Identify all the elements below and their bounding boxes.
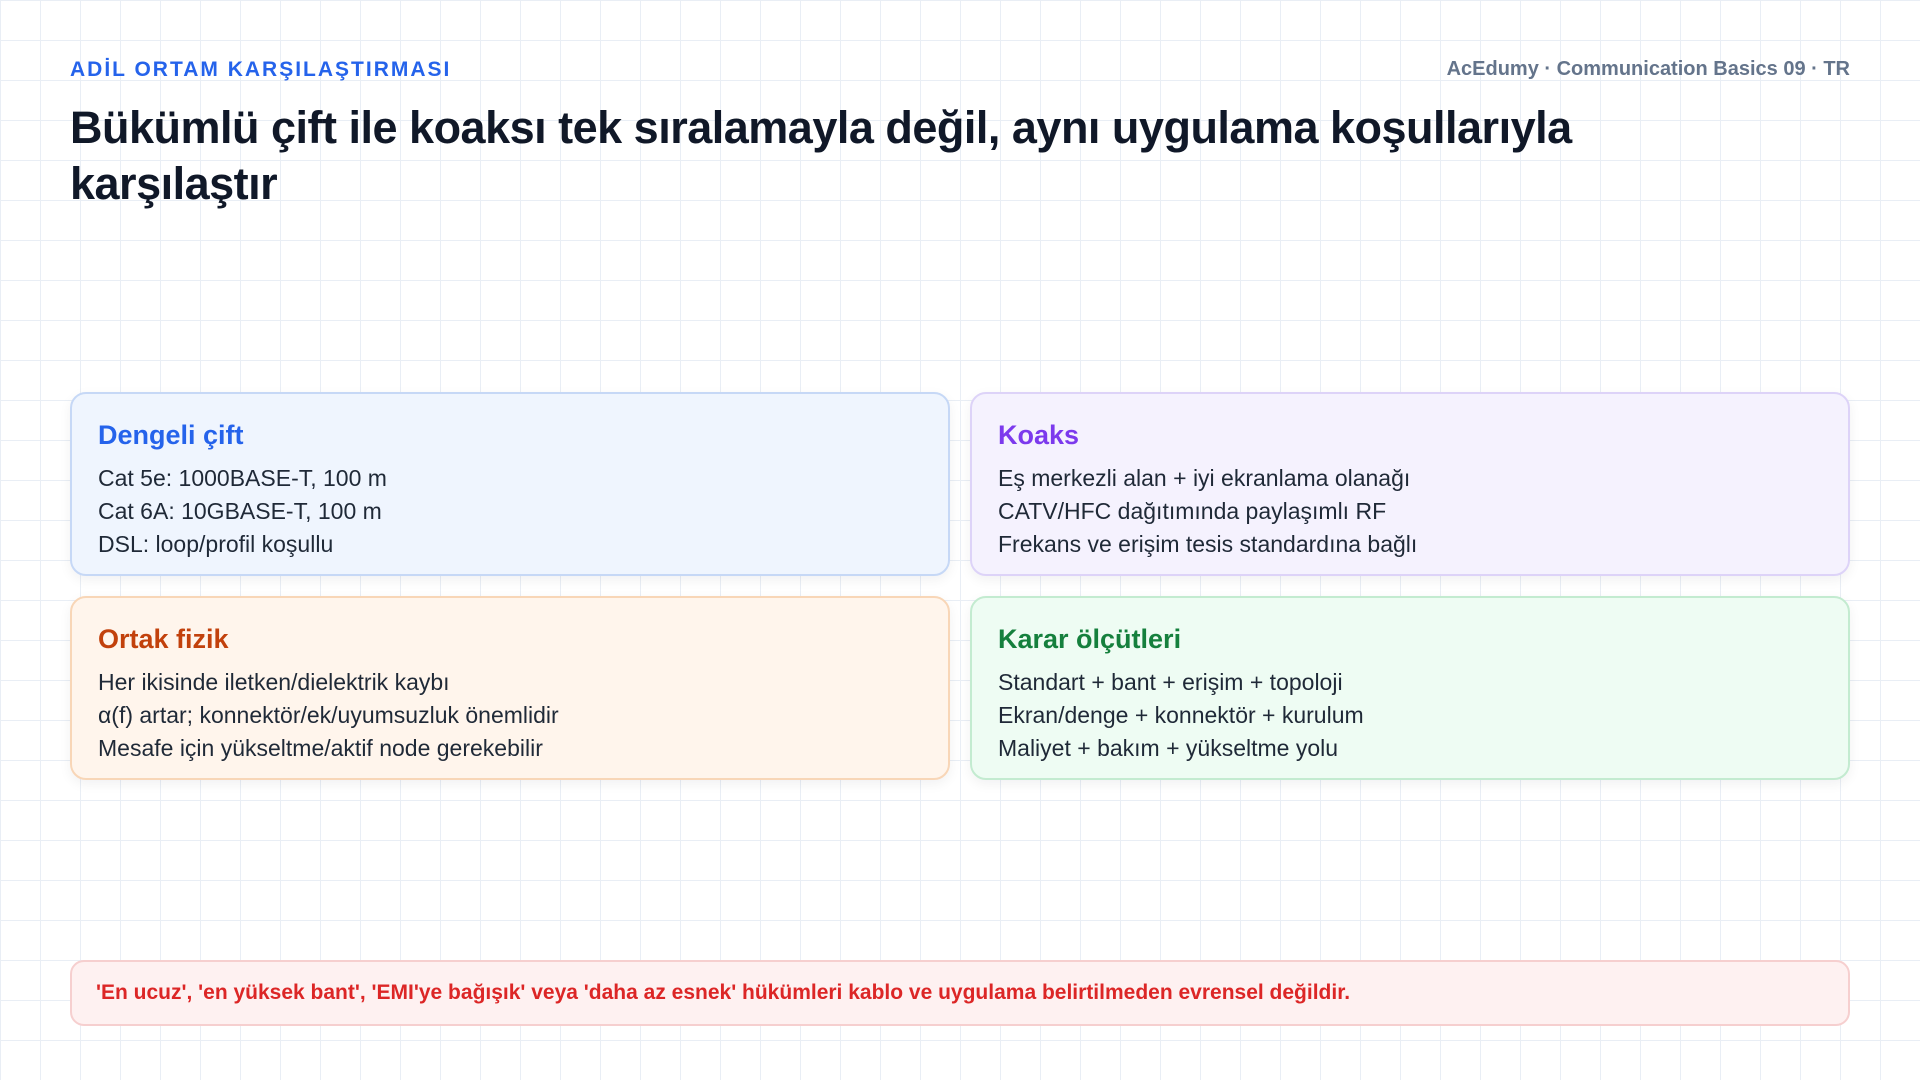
card-line: α(f) artar; konnektör/ek/uyumsuzluk önemlidir [98, 702, 559, 728]
page-title: Bükümlü çift ile koaksı tek sıralamayla değil, aynı uygulama koşullarıyla karşılaştır [70, 102, 1572, 209]
card-line: Eş merkezli alan + iyi ekranlama olanağı [998, 465, 1411, 491]
section-kicker: ADİL ORTAM KARŞILAŞTIRMASI [70, 58, 452, 81]
card-title: Ortak fizik [98, 624, 229, 654]
card-line: Maliyet + bakım + yükseltme yolu [998, 735, 1339, 761]
warning-note [70, 960, 1850, 1026]
card-line: Frekans ve erişim tesis standardına bağlı [998, 531, 1418, 557]
card-line: CATV/HFC dağıtımında paylaşımlı RF [998, 498, 1387, 524]
card-balanced-pair [70, 392, 950, 576]
comparison-grid [70, 392, 1850, 780]
card-title: Dengeli çift [98, 420, 244, 450]
card-line: Cat 5e: 1000BASE-T, 100 m [98, 465, 387, 491]
card-line: Cat 6A: 10GBASE-T, 100 m [98, 498, 382, 524]
card-decision-criteria [970, 596, 1850, 780]
card-line: Standart + bant + erişim + topoloji [998, 669, 1343, 695]
card-line: Mesafe için yükseltme/aktif node gerekebilir [98, 735, 543, 761]
card-coax [970, 392, 1850, 576]
card-line: DSL: loop/profil koşullu [98, 531, 334, 557]
card-line: Her ikisinde iletken/dielektrik kaybı [98, 669, 450, 695]
card-line: Ekran/denge + konnektör + kurulum [998, 702, 1364, 728]
card-title: Koaks [998, 420, 1080, 450]
warning-note-text: 'En ucuz', 'en yüksek bant', 'EMI'ye bağışık' veya 'daha az esnek' hükümleri kablo ve uygulama belirtilmeden evrensel değildir. [96, 981, 1351, 1004]
card-title: Karar ölçütleri [998, 624, 1182, 654]
brand-label: AcEdumy · Communication Basics 09 · TR [1446, 58, 1850, 80]
card-common-physics [70, 596, 950, 780]
